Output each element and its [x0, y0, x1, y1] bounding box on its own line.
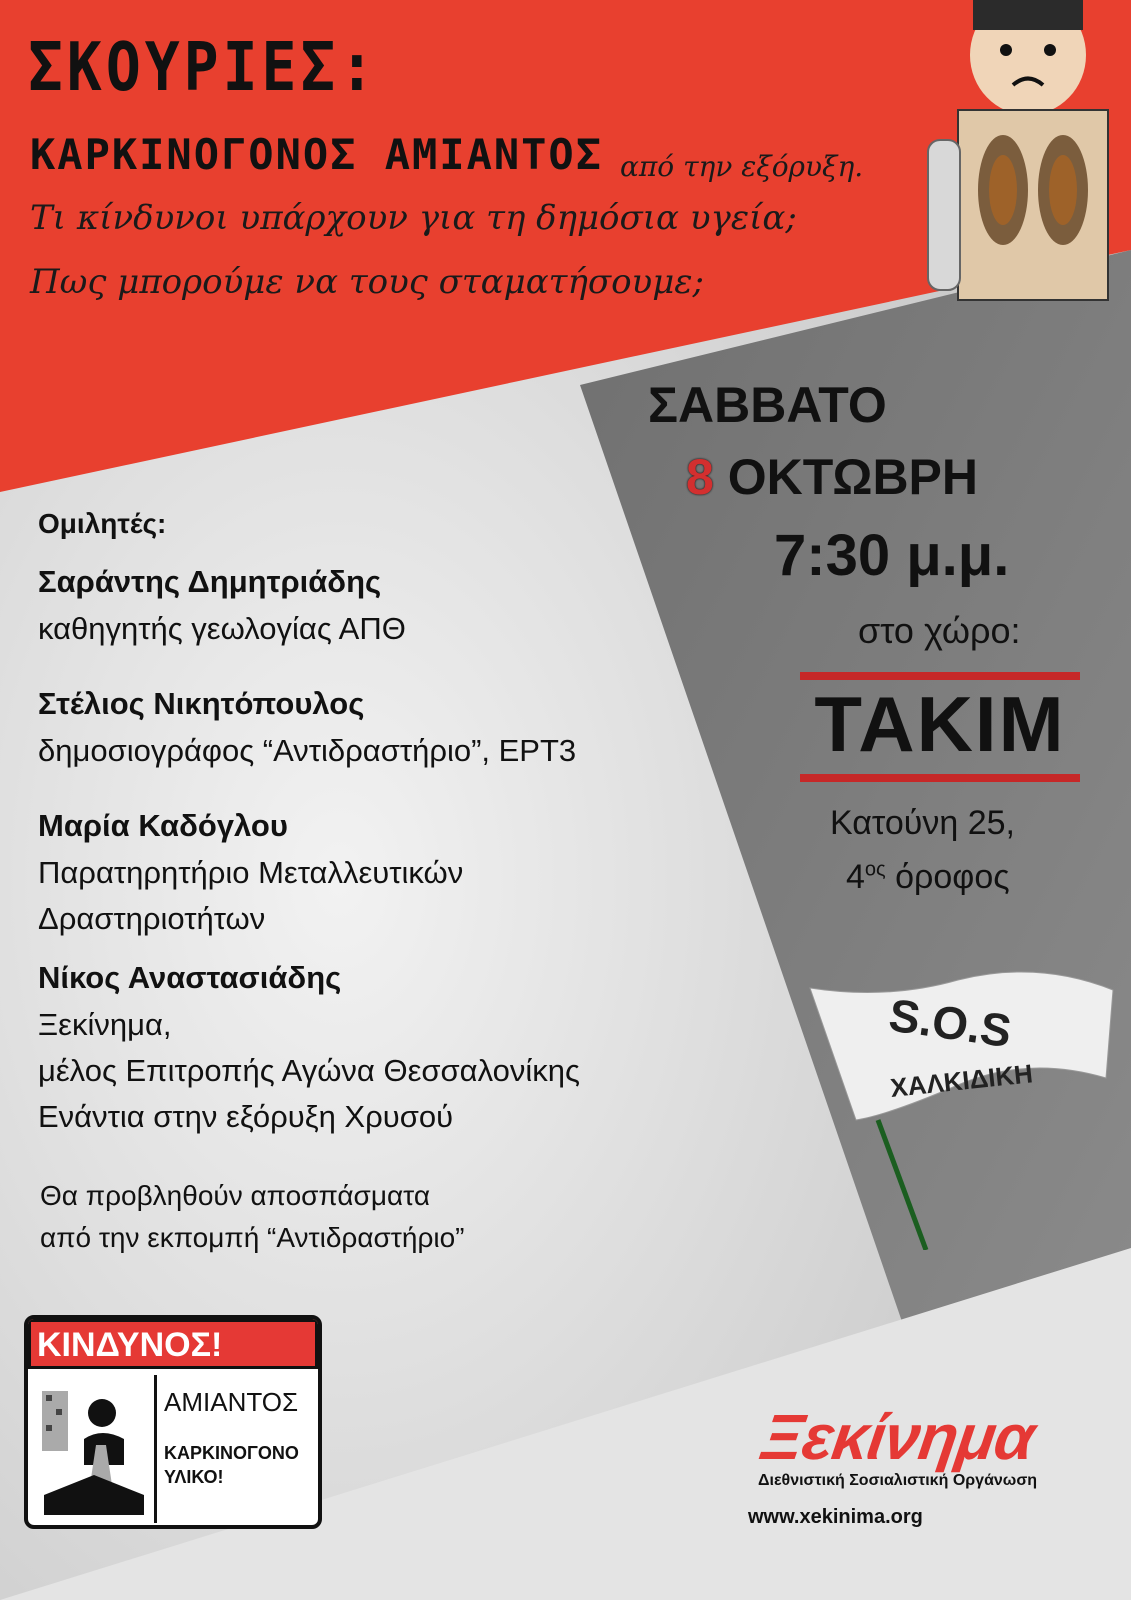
- question-line-1: Τι κίνδυνοι υπάρχουν για τη δημόσια υγεία;: [30, 198, 797, 238]
- speaker-role: Ενάντια στην εξόρυξη Χρυσού: [38, 1099, 454, 1134]
- speaker-name: Νίκος Αναστασιάδης: [38, 960, 342, 995]
- speaker-name: Σαράντης Δημητριάδης: [38, 564, 382, 599]
- warning-sign-material: ΑΜΙΑΝΤΟΣ: [164, 1387, 299, 1417]
- warning-sign-title: ΚΙΝΔΥΝΟΣ!: [28, 1319, 318, 1369]
- speaker-role: καθηγητής γεωλογίας ΑΠΘ: [38, 611, 406, 646]
- venue-floor: [846, 858, 1010, 897]
- speaker-role: μέλος Επιτροπής Αγώνα Θεσσαλονίκης: [38, 1053, 580, 1088]
- asbestos-hazard-icon: [34, 1375, 154, 1523]
- floor-word: όροφος: [895, 858, 1010, 896]
- toy-figure-illustration: [918, 0, 1131, 310]
- event-date: [686, 448, 978, 506]
- venue-logo: TAKIM: [814, 680, 1066, 768]
- page-title: ΣΚΟΥΡΙΕΣ:: [28, 28, 379, 107]
- venue-intro: στο χώρο:: [858, 610, 1021, 651]
- speaker-role: Παρατηρητήριο Μεταλλευτικών: [38, 855, 464, 890]
- speaker-role: δημοσιογράφος “Αντιδραστήριο”, ΕΡΤ3: [38, 733, 577, 768]
- event-month: ΟΚΤΩΒΡΗ: [727, 449, 979, 505]
- flag-text-halkidiki: ΧΑΛΚΙΔΙΚΗ: [888, 1058, 1035, 1104]
- organization-subtitle: Διεθνιστική Σοσιαλιστική Οργάνωση: [758, 1472, 1038, 1489]
- sos-flag: [808, 960, 1118, 1250]
- venue-address: Κατούνη 25,: [830, 804, 1015, 842]
- screening-note-line-1: Θα προβληθούν αποσπάσματα: [40, 1180, 431, 1211]
- subtitle-tail: από την εξόρυξη.: [620, 150, 864, 183]
- speakers-heading: Ομιλητές:: [38, 508, 167, 539]
- warning-sign-line2: ΥΛΙΚΟ!: [164, 1467, 224, 1487]
- organization-logo: Ξεκίνημα: [756, 1401, 1039, 1473]
- floor-suffix: ος: [864, 858, 886, 881]
- warning-sign-pictogram: [34, 1375, 157, 1523]
- question-line-2: Πως μπορούμε να τους σταματήσουμε;: [30, 262, 705, 302]
- venue-logo-bar-bottom: [800, 774, 1080, 782]
- event-date-number: 8: [686, 449, 714, 505]
- floor-number: 4: [846, 858, 865, 896]
- flag-text-sos: S.O.S: [885, 988, 1015, 1058]
- speaker-role: Ξεκίνημα,: [38, 1007, 172, 1042]
- subtitle-asbestos: ΚΑΡΚΙΝΟΓΟΝΟΣ ΑΜΙΑΝΤΟΣ: [30, 130, 604, 179]
- venue-logo-bar-top: [800, 672, 1080, 680]
- screening-note-line-2: από την εκπομπή “Αντιδραστήριο”: [40, 1222, 465, 1253]
- speaker-name: Στέλιος Νικητόπουλος: [38, 686, 365, 721]
- warning-sign-line1: ΚΑΡΚΙΝΟΓΟΝΟ: [164, 1443, 299, 1463]
- organization-url[interactable]: www.xekinima.org: [748, 1506, 923, 1528]
- event-time: 7:30 μ.μ.: [774, 523, 1010, 588]
- speaker-name: Μαρία Καδόγλου: [38, 808, 288, 843]
- speaker-role: Δραστηριοτήτων: [38, 901, 266, 936]
- asbestos-warning-sign: [24, 1315, 322, 1529]
- event-day: ΣΑΒΒΑΤΟ: [648, 377, 887, 433]
